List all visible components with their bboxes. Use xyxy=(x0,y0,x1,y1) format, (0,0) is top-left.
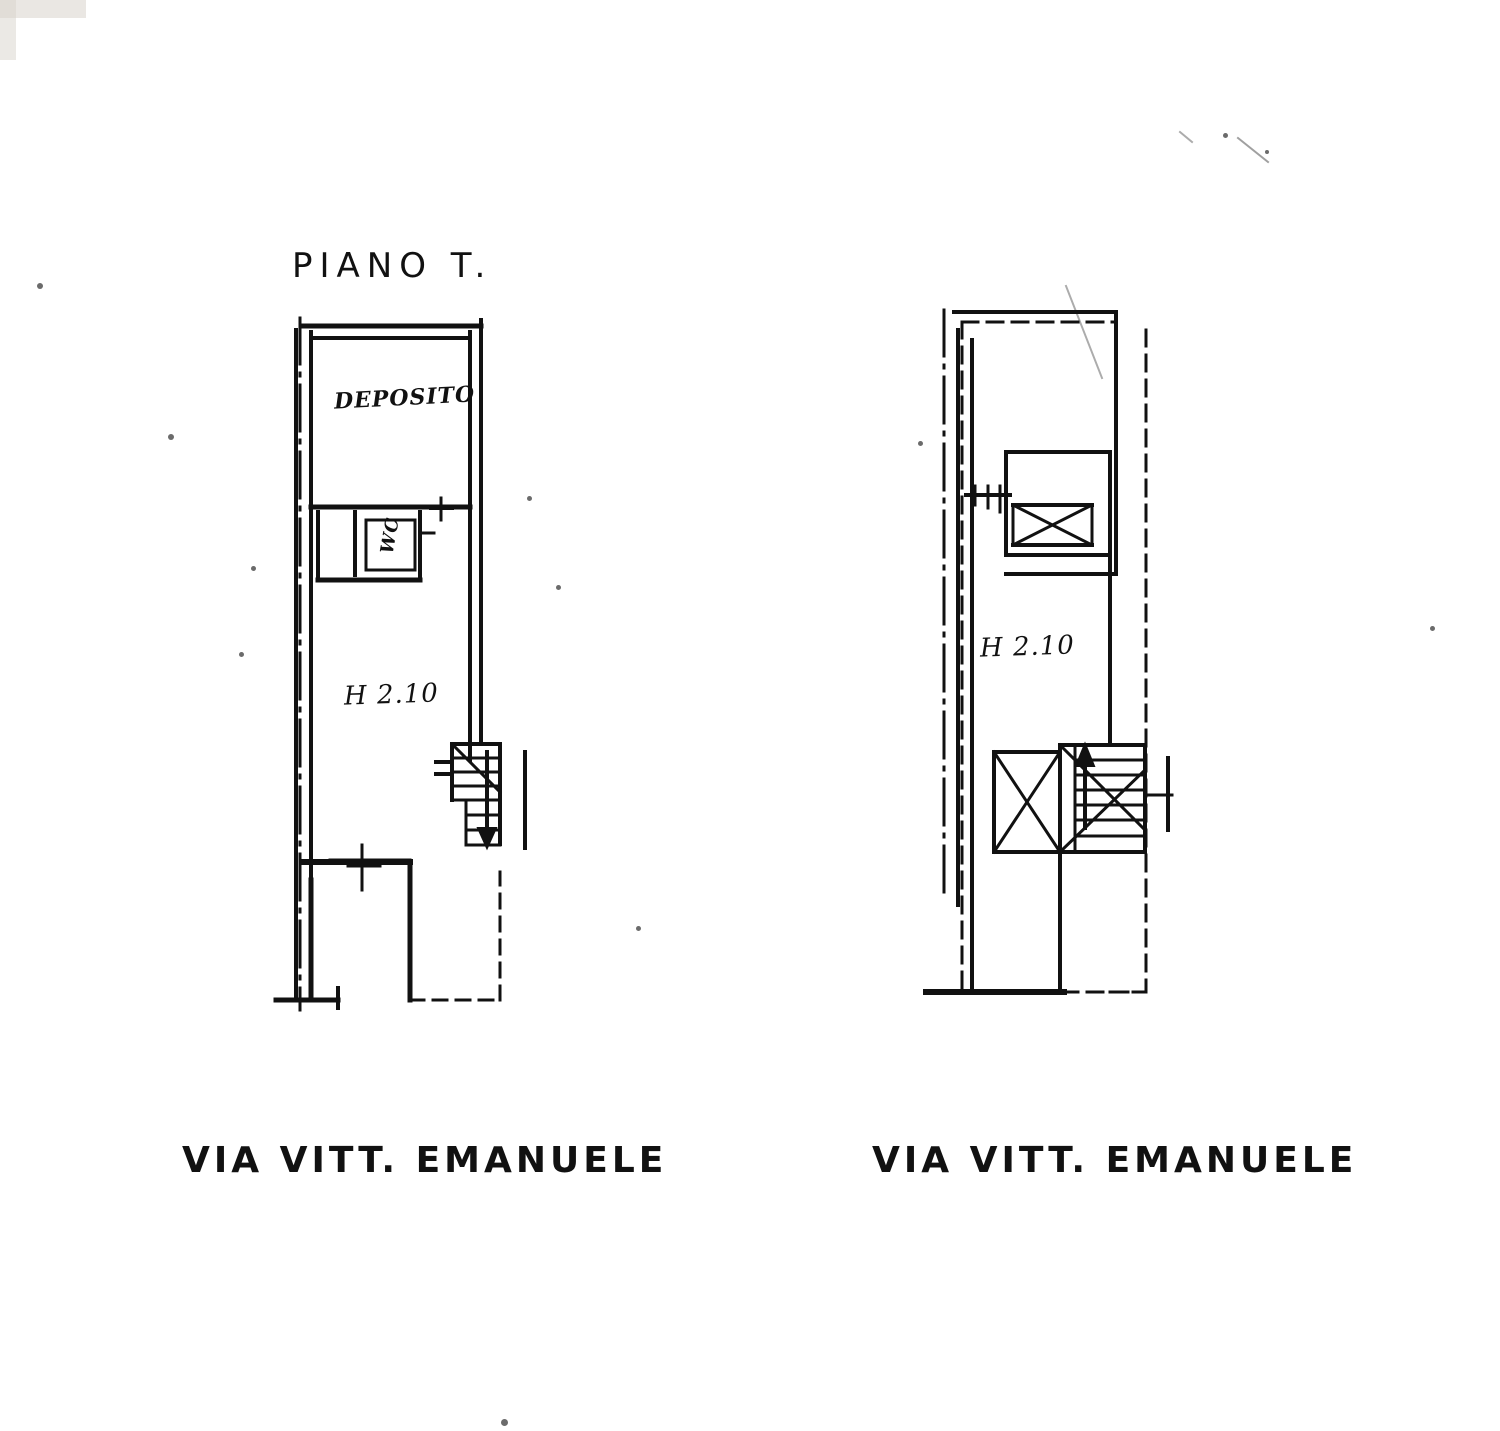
room-label-deposito: DEPOSITO xyxy=(333,381,476,415)
left-height-label: H 2.10 xyxy=(343,678,440,712)
right-height-label: H 2.10 xyxy=(979,630,1076,664)
left-street-label: VIA VITT. EMANUELE xyxy=(182,1140,668,1181)
right-street-label: VIA VITT. EMANUELE xyxy=(872,1140,1358,1181)
room-label-wc: WC xyxy=(376,515,404,556)
left-plan-title: PIANO T. xyxy=(292,246,493,286)
